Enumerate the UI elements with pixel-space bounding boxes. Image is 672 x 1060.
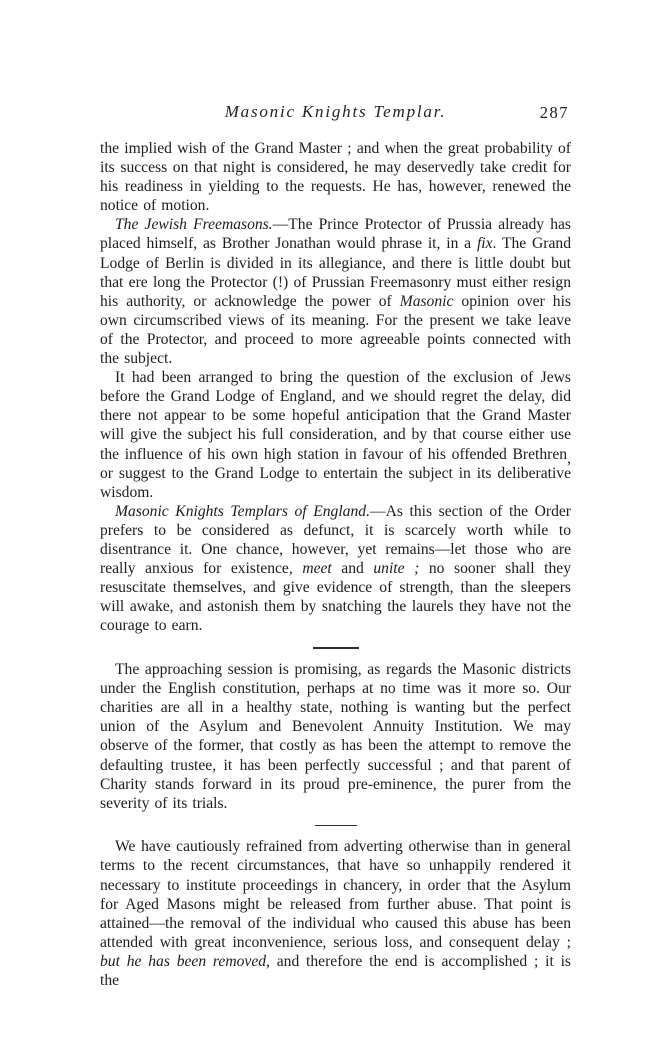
text-run: ,	[567, 449, 571, 467]
text-run: or suggest to the Grand Lodge to entertain the subject in its deliberative wisdom.	[100, 464, 571, 501]
paragraph-knights-templars	[100, 502, 571, 636]
paragraph-chancery-proceedings	[100, 837, 571, 990]
text-run: It had been arranged to bring the question of the exclusion of Jews before the Grand Lodge of England, and we should regret the delay, did there not appear to be some hopeful anticipation that the Grand Master will give the subject his full consideration, and by that course either use the influence of his own high station in favour of his offended Brethren	[100, 369, 571, 463]
page-body	[100, 139, 571, 990]
text-run: no sooner shall they resuscitate themselves, and give evidence of strength, than the sleepers will awake, and astonish them by snatching the laurels they have not the courage to earn.	[100, 560, 571, 635]
text-run: the implied wish of the Grand Master ; and when the great probability of its success on that night is considered, he may deservedly take credit for his readiness in yielding to the requests. He has, however, renewed the notice of motion.	[100, 140, 571, 215]
paragraph-continuation	[100, 139, 571, 215]
text-run: and therefore the end is accomplished ; it is the	[100, 952, 571, 990]
text-run: We have cautiously refrained from adverting otherwise than in general terms to the recent circumstances, that have so unhappily rendered it necessary to institute proceedings in chancery, in order that the Asylum for Aged Masons might be released from further abuse. That point is attained—the removal of the individual who caused this abuse has been attended with great inconvenience, serious loss, and consequent delay ;	[100, 838, 571, 951]
text-run: . The Grand Lodge of Berlin is divided in its allegiance, and there is little doubt but that ere long the Protector (!) of Prussian Freemasonry must either resign his authority, or acknowledge the power of	[100, 235, 572, 310]
text-run: and	[331, 560, 374, 578]
page-number: 287	[539, 103, 569, 122]
page-header	[100, 102, 571, 124]
running-title: Masonic Knights Templar.	[224, 102, 447, 121]
paragraph-exclusion-of-jews	[100, 368, 571, 502]
paragraph-jewish-freemasons	[100, 215, 571, 368]
text-run: Masonic Knights Templars of England.	[115, 502, 370, 520]
text-run: but he has been removed,	[100, 952, 270, 970]
text-run: Masonic	[399, 292, 454, 310]
text-run: unite ;	[373, 560, 420, 578]
text-run: fix	[476, 235, 493, 253]
section-divider	[313, 647, 359, 649]
text-run: The Jewish Freemasons.	[115, 216, 273, 234]
paragraph-approaching-session	[100, 660, 571, 813]
text-run: meet	[302, 560, 332, 578]
text-run: —The Prince Protector of Prussia already has placed himself, as Brother Jonathan would phrase it, in a	[100, 216, 572, 253]
section-divider	[315, 825, 357, 827]
text-run: opinion over his own circumscribed views of its meaning. For the present we take leave of the Protector, and proceed to more agreeable points connected with the subject.	[100, 292, 571, 368]
text-run: —As this section of the Order prefers to be considered as defunct, it is scarcely worth while to disentrance it. One chance, however, yet remains—let those who are really anxious for existence,	[100, 502, 571, 578]
text-run: The approaching session is promising, as regards the Masonic districts under the English constitution, perhaps at no time was it more so. Our charities are all in a healthy state, nothing is wanting but the perfect union of the Asylum and Benevolent Annuity Institution. We may observe of the former, that costly as has been the attempt to remove the defaulting trustee, it has been perfectly successful ; and that parent of Charity stands forward in its proud pre-eminence, the purer from the severity of its trials.	[100, 661, 571, 812]
